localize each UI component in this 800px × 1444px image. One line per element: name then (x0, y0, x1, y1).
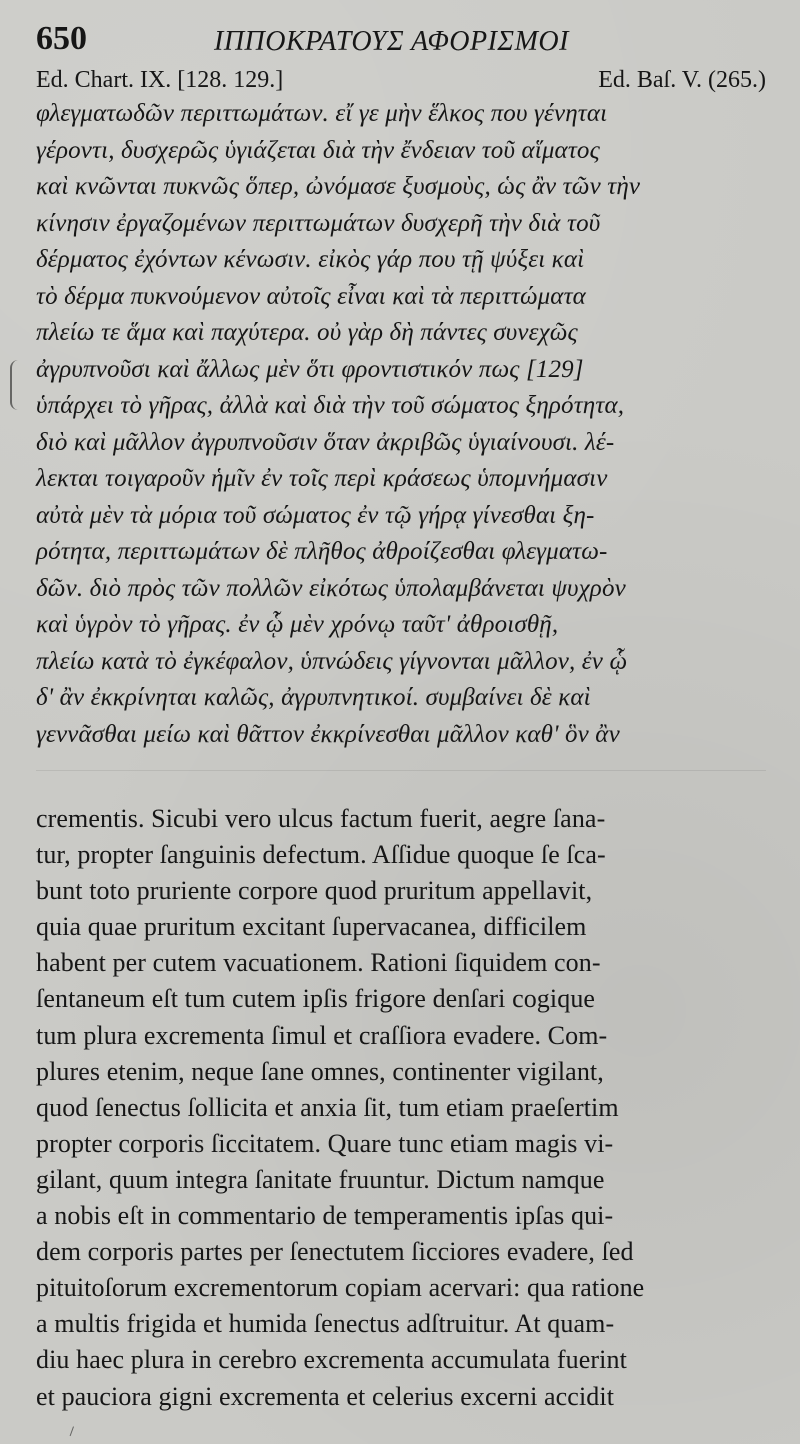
running-title: ΙΠΠΟΚΡΑΤΟΥΣ ΑΦΟΡΙΣΜΟΙ (214, 26, 569, 57)
greek-text-line: φλεγματωδῶν περιττωμάτων. εἴ γε μὴν ἕλκος που γένηται (36, 100, 608, 127)
latin-text-line: quod ſenectus ſollicita et anxia ſit, tum etiam praeſertim (36, 1092, 619, 1122)
latin-text-line: et pauciora gigni excrementa et celerius excerni accidit (36, 1381, 615, 1411)
greek-text-line: αὐτὰ μὲν τὰ μόρια τοῦ σώματος ἐν τῷ γήρᾳ γίνεσθαι ξη- (36, 501, 595, 529)
latin-text-line: bunt toto pruriente corpore quod pruritum appellavit, (36, 876, 593, 906)
greek-text-line: λεκται τοιγαροῦν ἡμῖν ἐν τοῖς περὶ κράσεως ὑπομνήμασιν (36, 465, 608, 492)
text-divider (36, 770, 766, 771)
printer-mark (70, 1426, 84, 1439)
latin-text-line: tum plura excrementa ſimul et craſſiora evadere. Com- (36, 1020, 608, 1050)
running-head (36, 18, 766, 60)
latin-text-line: gilant, quum integra ſanitate fruuntur. Dictum namque (36, 1164, 605, 1194)
greek-text-line: καὶ κνῶνται πυκνῶς ὅπερ, ὠνόμασε ξυσμοὺς, ὡς ἂν τῶν τὴν (36, 173, 641, 200)
edition-reference-left: Ed. Chart. IX. [128. 129.] (36, 67, 284, 93)
latin-text-line: ſentaneum eſt tum cutem ipſis frigore denſari cogique (36, 984, 596, 1014)
latin-text-line: a nobis eſt in commentario de temperamentis ipſas qui- (36, 1201, 614, 1231)
latin-text-line: pituitoſorum excrementorum copiam acervari: qua ratione (36, 1273, 645, 1303)
latin-text-line: quia quae pruritum excitant ſupervacanea, difficilem (36, 912, 587, 942)
greek-text-line: πλείω τε ἅμα καὶ παχύτερα. οὐ γὰρ δὴ πάντες συνεχῶς (36, 319, 578, 346)
latin-text-line: crementis. Sicubi vero ulcus factum fuerit, aegre ſana- (36, 804, 606, 833)
latin-text-block (36, 801, 766, 1415)
greek-text-line: δῶν. διὸ πρὸς τῶν πολλῶν εἰκότως ὑπολαμβάνεται ψυχρὸν (36, 574, 626, 602)
greek-text-line: διὸ καὶ μᾶλλον ἀγρυπνοῦσιν ὅταν ἀκριβῶς ὑγιαίνουσι. λέ- (36, 428, 615, 456)
greek-text-line: γεννᾶσθαι μείω καὶ θᾶττον ἐκκρίνεσθαι μᾶλλον καθ' ὃν ἂν (36, 720, 620, 748)
greek-text-line: γέροντι, δυσχερῶς ὑγιάζεται διὰ τὴν ἔνδειαν τοῦ αἵματος (36, 136, 600, 164)
greek-text-line: δέρματος ἐχόντων κένωσιν. εἰκὸς γάρ που τῇ ψύξει καὶ (36, 246, 585, 273)
latin-text-line: a multis frigida et humida ſenectus adſtruitur. At quam- (36, 1309, 615, 1339)
greek-text-line: κίνησιν ἐργαζομένων περιττωμάτων δυσχερῆ τὴν διὰ τοῦ (36, 209, 601, 237)
edition-reference-right: Ed. Baſ. V. (265.) (598, 67, 766, 93)
greek-text-line: ἀγρυπνοῦσι καὶ ἄλλως μὲν ὅτι φροντιστικόν πως [129] (36, 355, 584, 383)
latin-text-line: tur, propter ſanguinis defectum. Aſſidue quoque ſe ſca- (36, 840, 606, 870)
greek-text-line: τὸ δέρμα πυκνούμενον αὐτοῖς εἶναι καὶ τὰ περιττώματα (36, 282, 586, 310)
greek-text-line: καὶ ὑγρὸν τὸ γῆρας. ἐν ᾧ μὲν χρόνῳ ταῦτ' ἀθροισθῇ, (36, 611, 559, 638)
latin-text-line: diu haec plura in cerebro excrementa accumulata fuerint (36, 1345, 627, 1375)
page-number: 650 (36, 20, 87, 57)
greek-text-line: πλείω κατὰ τὸ ἐγκέφαλον, ὑπνώδεις γίγνονται μᾶλλον, ἐν ᾧ (36, 647, 628, 675)
latin-text-line: habent per cutem vacuationem. Rationi ſiquidem con- (36, 948, 601, 978)
latin-text-line: propter corporis ſiccitatem. Quare tunc etiam magis vi- (36, 1128, 614, 1158)
edition-reference-line (36, 66, 766, 98)
greek-text-line: ὑπάρχει τὸ γῆρας, ἀλλὰ καὶ διὰ τὴν τοῦ σώματος ξηρότητα, (36, 392, 625, 419)
latin-text-line: dem corporis partes per ſenectutem ſicciores evadere, ſed (36, 1237, 634, 1267)
greek-text-line: δ' ἂν ἐκκρίνηται καλῶς, ἀγρυπνητικοί. συμβαίνει δὲ καὶ (36, 684, 591, 711)
margin-mark (10, 360, 26, 410)
latin-text-line: plures etenim, neque ſane omnes, continenter vigilant, (36, 1056, 604, 1086)
greek-text-block (36, 96, 766, 753)
greek-text-line: ρότητα, περιττωμάτων δὲ πλῆθος ἀθροίζεσθαι φλεγματω- (36, 538, 608, 565)
